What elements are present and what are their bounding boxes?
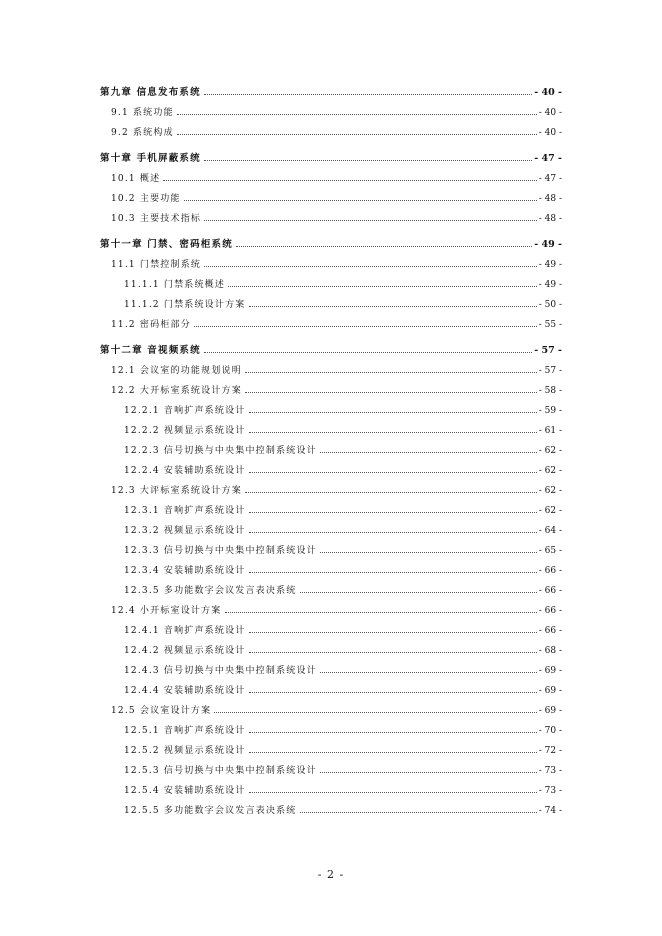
toc-dot-leader	[214, 712, 536, 713]
toc-entry[interactable]	[100, 776, 562, 796]
toc-dot-leader	[184, 200, 537, 201]
toc-entry-title: 12.5.5 多功能数字会议发言表决系统	[124, 806, 297, 816]
toc-entry-page: - 62 -	[538, 466, 562, 476]
toc-entry-page: - 59 -	[538, 406, 562, 416]
toc-dot-leader	[163, 180, 536, 181]
toc-entry-page: - 68 -	[538, 646, 562, 656]
toc-dot-leader	[249, 692, 537, 693]
toc-entry-page: - 70 -	[538, 726, 562, 736]
toc-entry[interactable]	[100, 516, 562, 536]
toc-entry-title: 第十一章 门禁、密码柜系统	[100, 239, 233, 250]
toc-entry-page: - 61 -	[538, 426, 562, 436]
toc-entry[interactable]	[100, 676, 562, 696]
toc-entry-page: - 66 -	[538, 606, 562, 616]
toc-dot-leader	[300, 812, 537, 813]
toc-entry[interactable]	[100, 476, 562, 496]
toc-entry[interactable]	[100, 576, 562, 596]
toc-entry-page: - 62 -	[538, 506, 562, 516]
toc-entry-page: - 48 -	[538, 214, 562, 224]
toc-entry-page: - 55 -	[538, 320, 562, 330]
toc-entry-title: 第九章 信息发布系统	[100, 87, 201, 98]
toc-entry-title: 12.4 小开标室设计方案	[111, 606, 222, 616]
toc-entry-title: 12.5 会议室设计方案	[111, 706, 212, 716]
toc-entry-page: - 40 -	[538, 128, 562, 138]
toc-dot-leader	[320, 452, 537, 453]
toc-chapter-entry[interactable]	[100, 336, 562, 356]
toc-dot-leader	[204, 352, 532, 353]
toc-entry[interactable]	[100, 596, 562, 616]
toc-entry-title: 12.2.2 视频显示系统设计	[124, 426, 246, 436]
toc-dot-leader	[320, 672, 537, 673]
toc-entry[interactable]	[100, 656, 562, 676]
toc-chapter-entry[interactable]	[100, 144, 562, 164]
toc-dot-leader	[236, 246, 532, 247]
toc-entry[interactable]	[100, 396, 562, 416]
toc-entry-page: - 69 -	[538, 706, 562, 716]
toc-entry-page: - 49 -	[534, 239, 562, 250]
toc-entry[interactable]	[100, 416, 562, 436]
toc-entry-page: - 47 -	[538, 174, 562, 184]
toc-chapter-entry[interactable]	[100, 78, 562, 98]
toc-entry-title: 12.2.3 信号切换与中央集中控制系统设计	[124, 446, 317, 456]
toc-entry[interactable]	[100, 556, 562, 576]
toc-entry[interactable]	[100, 184, 562, 204]
toc-entry[interactable]	[100, 736, 562, 756]
toc-dot-leader	[249, 732, 537, 733]
toc-dot-leader	[320, 772, 537, 773]
toc-entry-page: - 66 -	[538, 566, 562, 576]
toc-entry-title: 9.2 系统构成	[111, 128, 174, 138]
toc-dot-leader	[249, 652, 537, 653]
table-of-contents	[100, 78, 562, 816]
toc-entry[interactable]	[100, 696, 562, 716]
toc-entry-title: 11.1.1 门禁系统概述	[124, 280, 226, 290]
toc-entry-page: - 48 -	[538, 194, 562, 204]
toc-entry-title: 12.4.3 信号切换与中央集中控制系统设计	[124, 666, 317, 676]
toc-entry[interactable]	[100, 796, 562, 816]
toc-dot-leader	[320, 552, 537, 553]
toc-dot-leader	[249, 532, 537, 533]
toc-dot-leader	[245, 392, 537, 393]
toc-entry[interactable]	[100, 716, 562, 736]
toc-entry[interactable]	[100, 496, 562, 516]
toc-dot-leader	[249, 412, 537, 413]
toc-entry-title: 12.4.4 安装辅助系统设计	[124, 686, 246, 696]
toc-dot-leader	[177, 114, 537, 115]
toc-dot-leader	[249, 632, 537, 633]
toc-entry-title: 第十章 手机屏蔽系统	[100, 153, 201, 164]
toc-entry-page: - 49 -	[538, 260, 562, 270]
toc-dot-leader	[249, 752, 537, 753]
toc-entry-page: - 62 -	[538, 446, 562, 456]
toc-entry-page: - 65 -	[538, 546, 562, 556]
toc-entry-page: - 47 -	[534, 153, 562, 164]
toc-entry-title: 12.2 大开标室系统设计方案	[111, 386, 242, 396]
toc-dot-leader	[194, 326, 537, 327]
toc-entry-title: 12.3.1 音响扩声系统设计	[124, 506, 246, 516]
toc-dot-leader	[249, 472, 537, 473]
toc-chapter-entry[interactable]	[100, 230, 562, 250]
toc-entry-page: - 50 -	[538, 300, 562, 310]
toc-dot-leader	[249, 512, 537, 513]
toc-entry-title: 12.3 大评标室系统设计方案	[111, 486, 242, 496]
toc-entry[interactable]	[100, 290, 562, 310]
toc-entry-title: 第十二章 音视频系统	[100, 345, 201, 356]
toc-entry[interactable]	[100, 250, 562, 270]
page-number: - 2 -	[317, 868, 345, 881]
toc-entry[interactable]	[100, 536, 562, 556]
toc-entry-title: 12.5.1 音响扩声系统设计	[124, 726, 246, 736]
toc-dot-leader	[300, 592, 537, 593]
toc-entry-page: - 49 -	[538, 280, 562, 290]
toc-entry-page: - 69 -	[538, 686, 562, 696]
toc-entry-page: - 40 -	[538, 108, 562, 118]
toc-dot-leader	[204, 220, 537, 221]
toc-entry-title: 11.1.2 门禁系统设计方案	[124, 300, 246, 310]
toc-entry-page: - 69 -	[538, 666, 562, 676]
toc-entry-title: 10.3 主要技术指标	[111, 214, 202, 224]
toc-dot-leader	[204, 160, 532, 161]
toc-dot-leader	[249, 306, 537, 307]
toc-entry-page: - 57 -	[534, 345, 562, 356]
toc-entry[interactable]	[100, 270, 562, 290]
toc-entry[interactable]	[100, 756, 562, 776]
toc-entry-title: 12.3.5 多功能数字会议发言表决系统	[124, 586, 297, 596]
toc-entry-title: 9.1 系统功能	[111, 108, 174, 118]
toc-entry-title: 12.4.1 音响扩声系统设计	[124, 626, 246, 636]
toc-entry-title: 12.1 会议室的功能规划说明	[111, 366, 242, 376]
toc-entry[interactable]	[100, 310, 562, 330]
toc-entry-title: 12.5.3 信号切换与中央集中控制系统设计	[124, 766, 317, 776]
toc-dot-leader	[225, 612, 537, 613]
toc-dot-leader	[249, 432, 537, 433]
toc-dot-leader	[249, 572, 537, 573]
toc-entry[interactable]	[100, 376, 562, 396]
toc-entry[interactable]	[100, 636, 562, 656]
toc-entry-page: - 58 -	[538, 386, 562, 396]
toc-entry-page: - 62 -	[538, 486, 562, 496]
toc-entry[interactable]	[100, 98, 562, 118]
toc-entry-page: - 57 -	[538, 366, 562, 376]
toc-entry-page: - 73 -	[538, 786, 562, 796]
toc-entry[interactable]	[100, 118, 562, 138]
toc-entry[interactable]	[100, 356, 562, 376]
toc-entry-title: 12.3.3 信号切换与中央集中控制系统设计	[124, 546, 317, 556]
toc-entry-title: 11.2 密码柜部分	[111, 320, 191, 330]
toc-dot-leader	[228, 286, 537, 287]
toc-entry[interactable]	[100, 616, 562, 636]
toc-entry-page: - 72 -	[538, 746, 562, 756]
toc-dot-leader	[177, 134, 537, 135]
toc-dot-leader	[245, 372, 537, 373]
toc-dot-leader	[245, 492, 537, 493]
toc-entry-page: - 73 -	[538, 766, 562, 776]
toc-entry[interactable]	[100, 436, 562, 456]
toc-entry-title: 12.4.2 视频显示系统设计	[124, 646, 246, 656]
toc-entry-title: 12.3.2 视频显示系统设计	[124, 526, 246, 536]
toc-entry-title: 12.5.4 安装辅助系统设计	[124, 786, 246, 796]
toc-entry-title: 12.2.1 音响扩声系统设计	[124, 406, 246, 416]
toc-entry-title: 12.2.4 安装辅助系统设计	[124, 466, 246, 476]
toc-entry-title: 11.1 门禁控制系统	[111, 260, 202, 270]
toc-entry-title: 10.1 概述	[111, 174, 161, 184]
toc-entry-page: - 40 -	[534, 87, 562, 98]
toc-entry[interactable]	[100, 456, 562, 476]
toc-entry[interactable]	[100, 204, 562, 224]
toc-dot-leader	[204, 266, 537, 267]
toc-dot-leader	[249, 792, 537, 793]
toc-entry-page: - 66 -	[538, 626, 562, 636]
toc-entry-title: 12.3.4 安装辅助系统设计	[124, 566, 246, 576]
toc-entry-title: 10.2 主要功能	[111, 194, 181, 204]
toc-entry-page: - 66 -	[538, 586, 562, 596]
toc-dot-leader	[204, 94, 532, 95]
toc-entry[interactable]	[100, 164, 562, 184]
toc-entry-page: - 74 -	[538, 806, 562, 816]
toc-entry-page: - 64 -	[538, 526, 562, 536]
toc-entry-title: 12.5.2 视频显示系统设计	[124, 746, 246, 756]
